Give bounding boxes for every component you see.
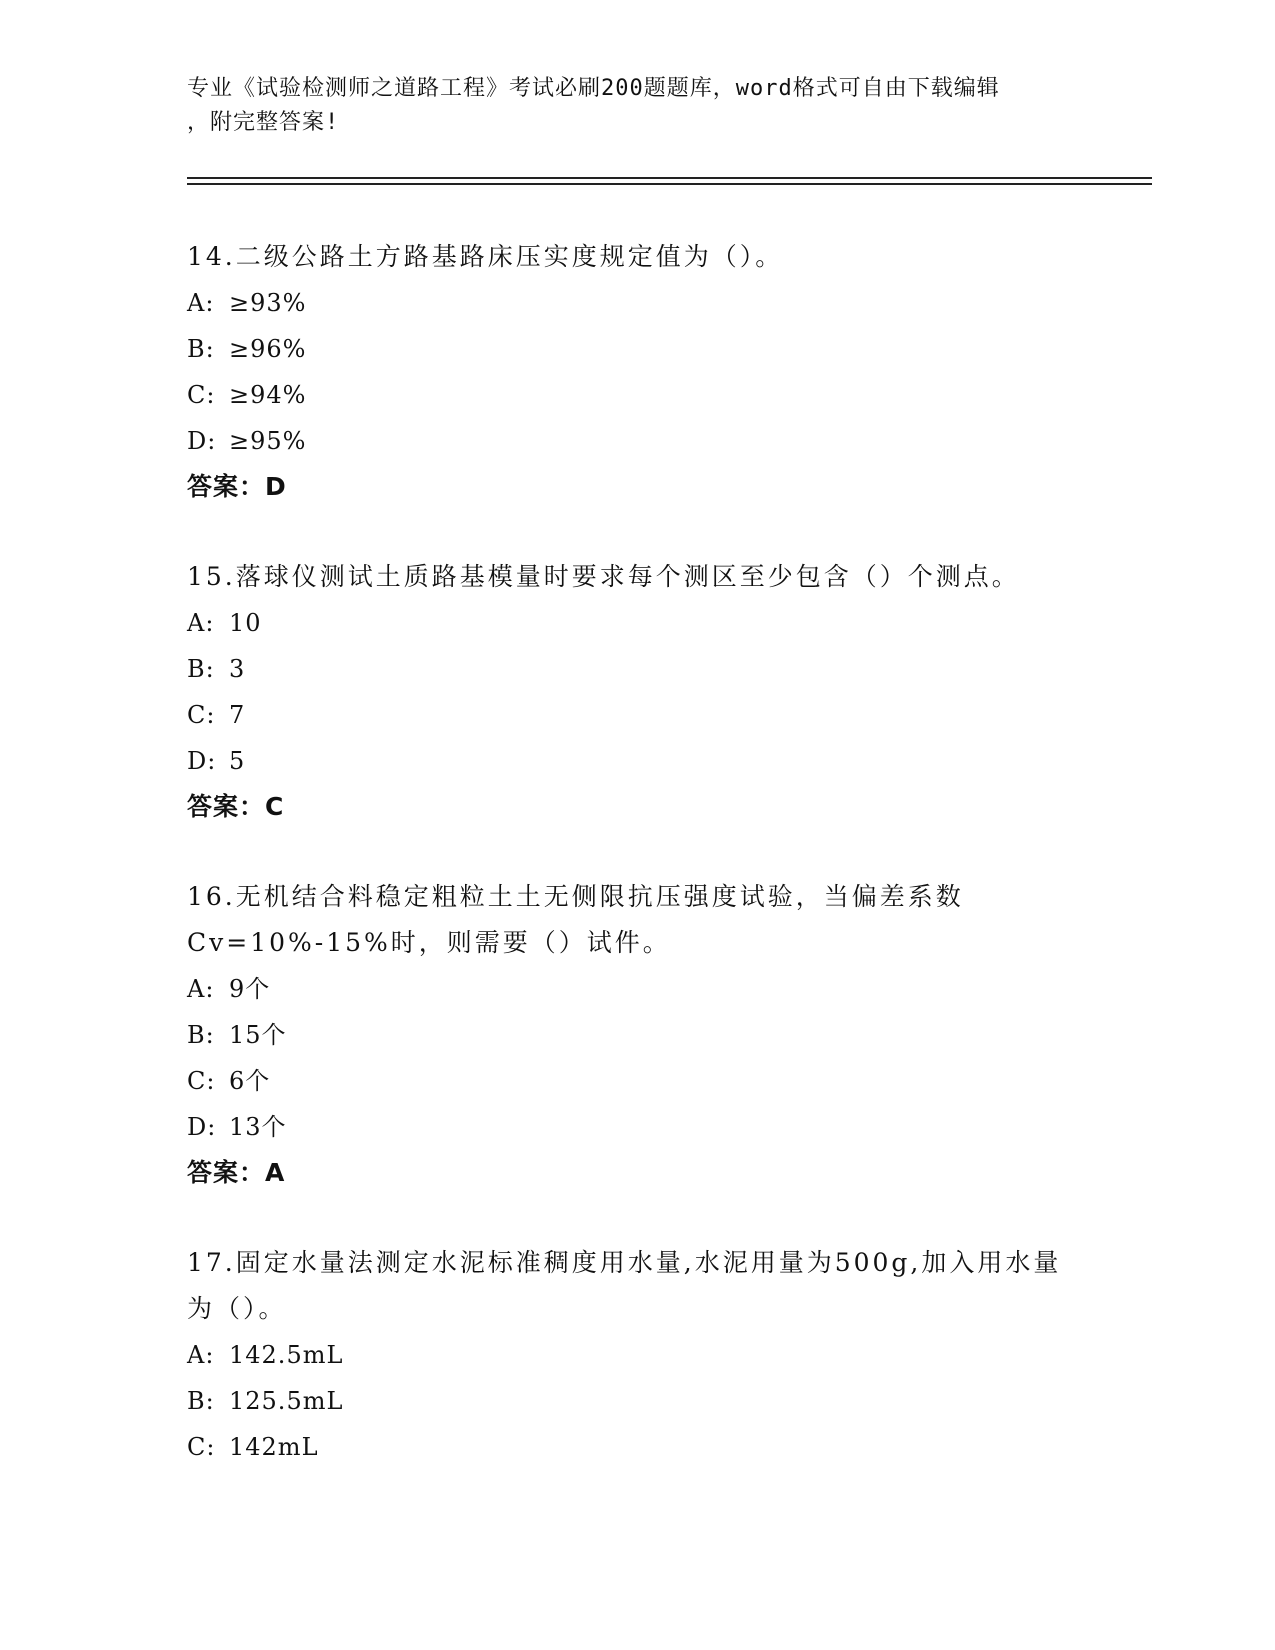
option-text: 13个 [229, 1113, 287, 1141]
option-text: 15个 [229, 1021, 287, 1049]
option-label: A: [187, 975, 215, 1003]
header-divider-bottom [187, 183, 1152, 185]
answer-line: 答案：C [187, 792, 285, 821]
option-c [187, 1424, 1087, 1470]
option-label: C: [187, 381, 216, 409]
option-b [187, 326, 1087, 372]
option-c [187, 1058, 1087, 1104]
option-label: C: [187, 1067, 216, 1095]
question-stem: 16.无机结合料稳定粗粒土土无侧限抗压强度试验，当偏差系数Cv=10%-15%时，则需要（）试件。 [187, 882, 964, 957]
option-label: A: [187, 609, 215, 637]
answer-line: 答案：A [187, 1158, 286, 1187]
option-d [187, 1104, 1087, 1150]
option-text: ≥94% [229, 381, 307, 409]
option-label: D: [187, 427, 217, 455]
option-text: ≥93% [229, 289, 307, 317]
question-stem: 17.固定水量法测定水泥标准稠度用水量,水泥用量为500g,加入用水量为（）。 [187, 1248, 1062, 1323]
option-text: 5 [229, 747, 246, 775]
header-line-2: ，附完整答案! [187, 110, 340, 135]
question-stem: 14.二级公路土方路基路床压实度规定值为（）。 [187, 242, 784, 271]
question-16 [187, 874, 1087, 1196]
answer-line: 答案：D [187, 472, 287, 501]
option-text: 142mL [229, 1433, 319, 1461]
option-label: B: [187, 1387, 215, 1415]
option-text: 9个 [229, 975, 271, 1003]
option-text: 7 [229, 701, 246, 729]
question-14 [187, 234, 1087, 510]
option-label: B: [187, 655, 215, 683]
option-a [187, 280, 1087, 326]
option-a [187, 600, 1087, 646]
option-label: B: [187, 335, 215, 363]
option-a [187, 1332, 1087, 1378]
option-b [187, 1012, 1087, 1058]
question-15 [187, 554, 1087, 830]
option-a [187, 966, 1087, 1012]
option-c [187, 692, 1087, 738]
option-d [187, 418, 1087, 464]
option-text: 125.5mL [229, 1387, 344, 1415]
option-label: B: [187, 1021, 215, 1049]
option-d [187, 738, 1087, 784]
option-label: C: [187, 1433, 216, 1461]
option-text: 10 [229, 609, 262, 637]
option-label: A: [187, 1341, 215, 1369]
option-text: 142.5mL [229, 1341, 344, 1369]
option-text: 6个 [229, 1067, 271, 1095]
option-text: ≥96% [229, 335, 307, 363]
option-b [187, 1378, 1087, 1424]
question-stem: 15.落球仪测试土质路基模量时要求每个测区至少包含（）个测点。 [187, 562, 1020, 591]
option-label: C: [187, 701, 216, 729]
option-text: ≥95% [229, 427, 307, 455]
option-label: D: [187, 1113, 217, 1141]
header-line-1: 专业《试验检测师之道路工程》考试必刷200题题库，word格式可自由下载编辑 [187, 76, 1000, 101]
option-text: 3 [229, 655, 246, 683]
option-label: D: [187, 747, 217, 775]
option-b [187, 646, 1087, 692]
option-c [187, 372, 1087, 418]
option-label: A: [187, 289, 215, 317]
document-header [187, 72, 1087, 140]
header-divider-top [187, 177, 1152, 179]
question-17 [187, 1240, 1087, 1470]
